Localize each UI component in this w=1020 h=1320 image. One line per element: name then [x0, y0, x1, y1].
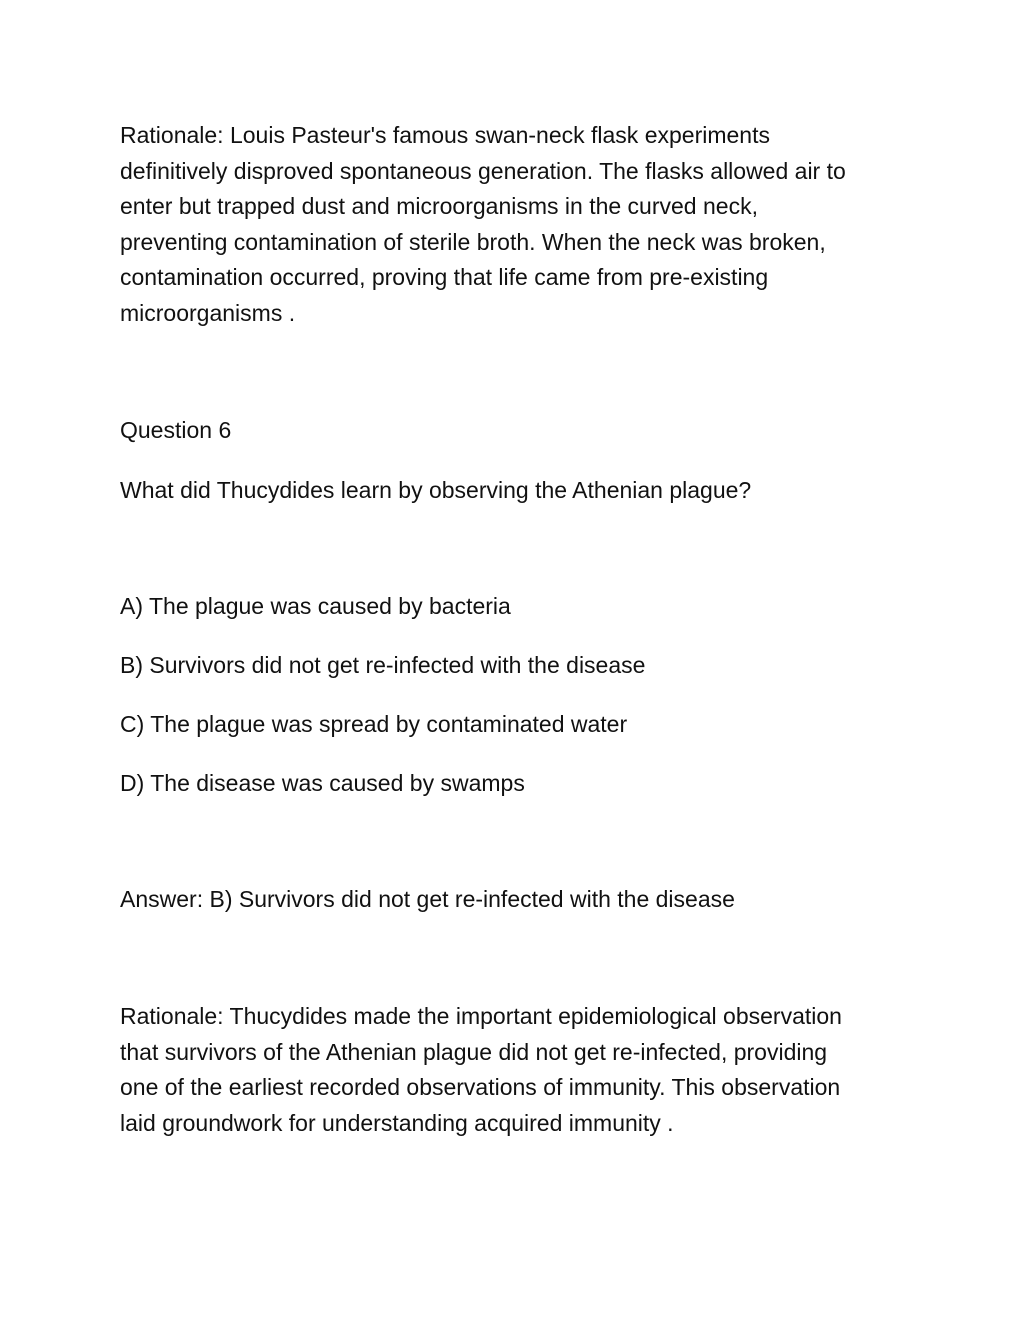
rationale-line: Rationale: Louis Pasteur's famous swan-neck flask experiments: [120, 122, 770, 148]
rationale-line: enter but trapped dust and microorganisms in the curved neck,: [120, 193, 758, 219]
previous-rationale: [120, 118, 910, 331]
rationale-line: preventing contamination of sterile broth. When the neck was broken,: [120, 228, 826, 255]
option-c: C) The plague was spread by contaminated water: [120, 711, 628, 737]
option-a: A) The plague was caused by bacteria: [120, 593, 511, 619]
rationale-line: microorganisms .: [120, 299, 296, 326]
rationale-line: laid groundwork for understanding acquired immunity .: [120, 1109, 674, 1136]
question-title: Question 6: [120, 417, 232, 443]
rationale-line: one of the earliest recorded observations of immunity. This observation: [120, 1074, 841, 1100]
rationale-line: that survivors of the Athenian plague did not get re-infected, providing: [120, 1038, 828, 1065]
option-d: D) The disease was caused by swamps: [120, 770, 525, 796]
option-b: B) Survivors did not get re-infected with the disease: [120, 652, 646, 678]
answer-line: Answer: B) Survivors did not get re-infected with the disease: [120, 886, 735, 912]
question-text: What did Thucydides learn by observing the Athenian plague?: [120, 477, 752, 503]
rationale-line: contamination occurred, proving that life came from pre-existing: [120, 264, 769, 290]
rationale-line: Rationale: Thucydides made the important epidemiological observation: [120, 1003, 842, 1029]
rationale-line: definitively disproved spontaneous generation. The flasks allowed air to: [120, 157, 846, 184]
question-rationale: [120, 999, 910, 1141]
